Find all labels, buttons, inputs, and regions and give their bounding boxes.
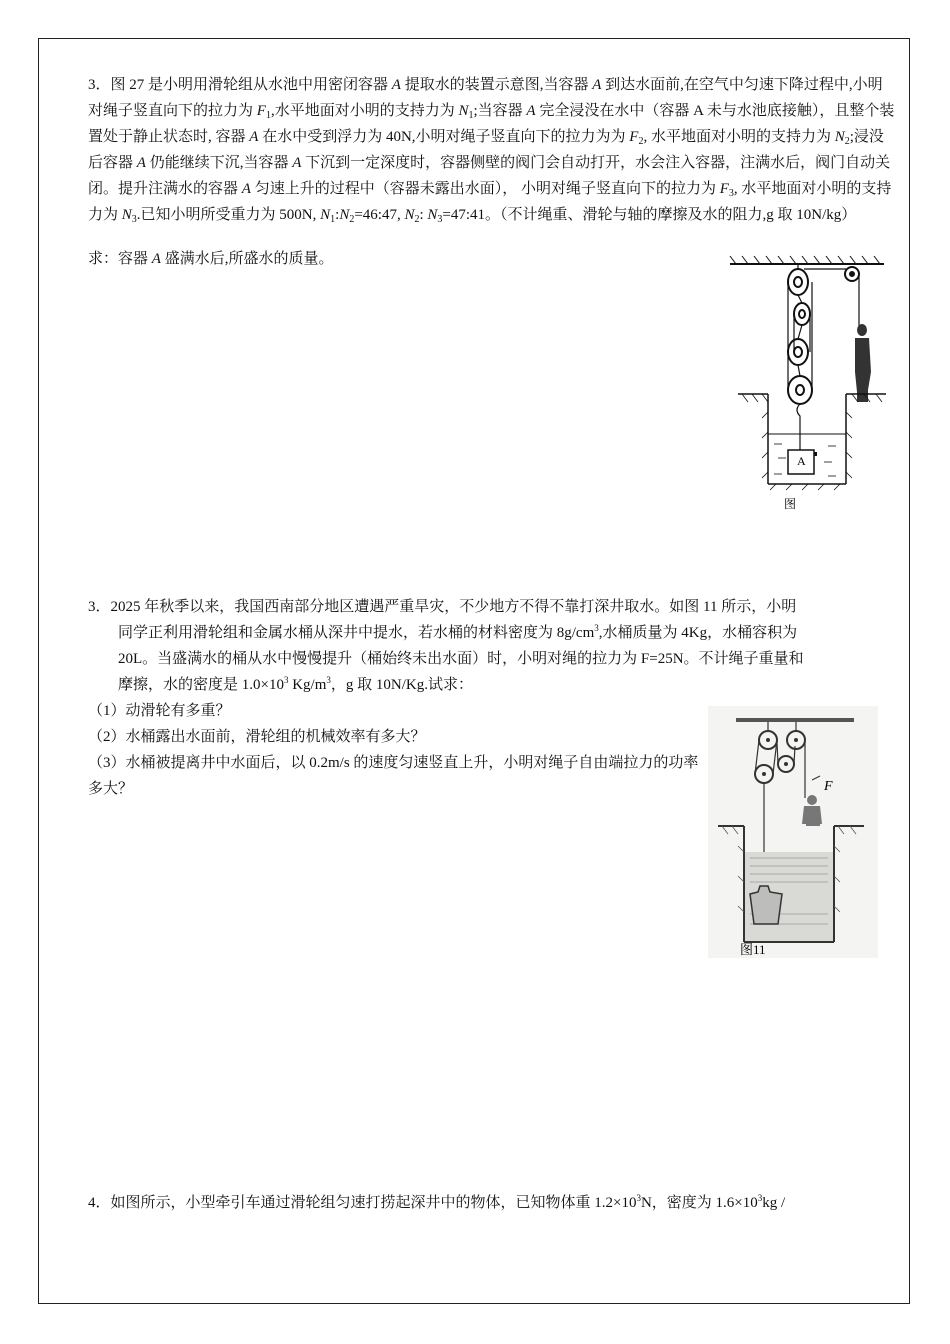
movable-pulley-lower [788,376,812,404]
force-label-f: F [824,779,833,794]
question-3a-ask: 求：容器 A 盛满水后,所盛水的质量。 [88,251,334,267]
pulley-figure-27 [728,252,888,514]
question-3b-text: 3．2025 年秋季以来，我国西南部分地区遭遇严重旱灾，不少地方不得不靠打深井取水。如图 11 所示，小明 同学正利用滑轮组和金属水桶从深井中提水，若水桶的材料密度为 $8g/cm^3$,水桶质量为 4Kg，水桶容积为 20L。当盛满水的桶从水中慢慢提升（桶始终未出水面）时，小明对绳的拉力为 F=25N。不计绳子重量和 摩擦，水的密度是 $1.0\times 10^3$ $Kg/m^3$，g 取 10N/Kg.试求： [88,599,804,693]
person-silhouette [855,324,871,402]
guide-pulley [845,267,859,281]
question-3b-subquestions [88,698,700,802]
subquestion-2: （2）水桶露出水面前，滑轮组的机械效率有多大？ [88,729,426,745]
container-a-label: A [797,454,806,468]
movable-pulley-upper [794,303,810,325]
subquestion-1: （1）动滑轮有多重？ [88,703,231,719]
well-pulley-figure-11 [708,706,878,958]
figure-27-caption: 图 [784,497,797,511]
question-4-text: 4．如图所示，小型牵引车通过滑轮组匀速打捞起深井中的物体，已知物体重 $1.2\times 10^3N$，密度为 $1.6\times 10^3kg$ / [88,1193,786,1211]
subquestion-3: （3）水桶被提离井中水面后，以 0.2m/s 的速度匀速竖直上升，小明对绳子自由端拉力的功率多大？ [88,755,699,797]
fixed-pulley-lower [788,339,808,365]
question-3a-text: 3．图 27 是小明用滑轮组从水池中用密闭容器 A 提取水的装置示意图,当容器 A 到达水面前,在空气中匀速下降过程中,小明对绳子竖直向下的拉力为 $F_1$,水平地面对小明的支持力为 $N_1$;当容器 A 完全浸没在水中（容器 A 未与水池底接触），且整个装置处于静止状态时, 容器 A 在水中受到浮力为 40N,小明对绳子竖直向下的拉力为为 $F_2$, 水平地面对小明的支持力为 $N_2$;浸没后容器 A 仍能继续下沉,当容器 A 下沉到一定深度时，容器侧壁的阀门会自动打开，水会注入容器，注满水后，阀门自动关闭。提升注满水的容器 A 匀速上升的过程中（容器未露出水面）， 小明对绳子竖直向下的拉力为 $F_3$, 水平地面对小明的支持力为 $N_3$.已知小明所受重力为 500N, $N_1:N_2=46:47$, $N_2$: $N_3=47:41$。（不计绳重、滑轮与轴的摩擦及水的阻力,g 取 10N/kg） [88,77,895,225]
fixed-pulley-upper [788,269,808,295]
figure-11-caption: 图11 [740,942,766,957]
